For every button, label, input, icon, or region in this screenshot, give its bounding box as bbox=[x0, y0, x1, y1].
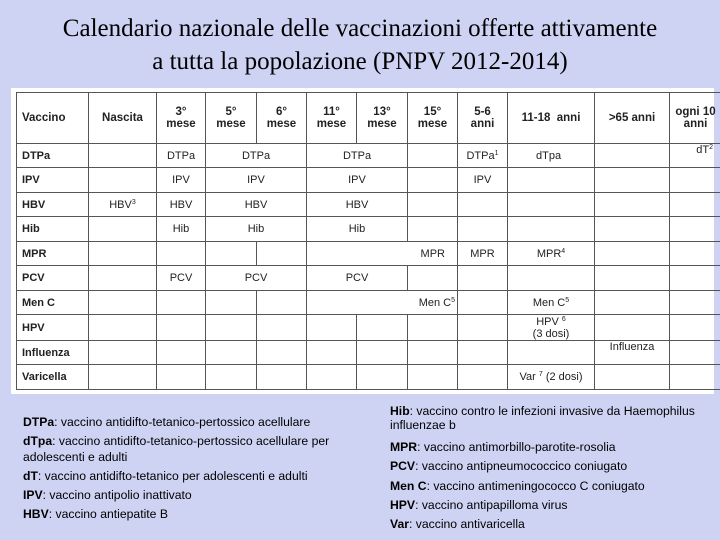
table-row-varicella bbox=[17, 365, 720, 390]
cell-empty bbox=[89, 144, 157, 168]
legend-item-mpr bbox=[390, 438, 715, 457]
header-5-mese bbox=[206, 93, 257, 144]
header-11-mese bbox=[307, 93, 357, 144]
cell-empty bbox=[89, 365, 157, 390]
cell-hib-5-6-mese: Hib bbox=[206, 217, 307, 241]
cell-empty bbox=[206, 241, 257, 265]
legend-abbr: Hib bbox=[390, 404, 410, 418]
legend-abbr: DTPa bbox=[23, 415, 55, 429]
cell-hib-3-mese: Hib bbox=[157, 217, 206, 241]
legend-item-dtpa bbox=[23, 414, 368, 430]
header-5-mese-unit: mese bbox=[216, 118, 246, 130]
cell-empty bbox=[89, 168, 157, 192]
table-row-hbv bbox=[17, 192, 720, 216]
cell-empty bbox=[458, 217, 508, 241]
cell-empty bbox=[508, 266, 595, 290]
header-6-mese bbox=[257, 93, 307, 144]
header-13-mese-unit: mese bbox=[367, 118, 397, 130]
cell-pcv-5-6-mese: PCV bbox=[206, 266, 307, 290]
legend-abbr: Var bbox=[390, 517, 409, 532]
header-ogni-10-anni-num: ogni 10 bbox=[675, 106, 716, 118]
row-label-ipv: IPV bbox=[17, 168, 89, 192]
legend-abbr: Men C bbox=[390, 478, 427, 493]
cell-menc-11-15-mese bbox=[307, 290, 458, 314]
page-title bbox=[0, 12, 720, 78]
cell-empty bbox=[670, 315, 720, 341]
header-nascita bbox=[89, 93, 157, 144]
footnote-5: 5 bbox=[565, 296, 570, 304]
cell-empty bbox=[257, 241, 307, 265]
cell-empty bbox=[206, 365, 257, 390]
row-label-pcv: PCV bbox=[17, 266, 89, 290]
cell-empty bbox=[595, 192, 670, 216]
table-header-row bbox=[17, 93, 720, 144]
legend-item-ipv bbox=[23, 487, 368, 503]
legend-desc: : vaccino contro le infezioni invasive da Haemophilus influenzae b bbox=[390, 404, 695, 432]
header-ogni-10-anni bbox=[670, 93, 720, 144]
cell-var-doses: (2 dosi) bbox=[542, 371, 583, 384]
cell-empty bbox=[157, 315, 206, 341]
cell-empty bbox=[458, 192, 508, 216]
header-over-65-anni bbox=[595, 93, 670, 144]
legend-item-dtpa-adolescenti bbox=[23, 433, 368, 465]
cell-empty bbox=[458, 340, 508, 364]
cell-empty bbox=[357, 365, 408, 390]
footnote-5: 5 bbox=[451, 296, 455, 304]
cell-empty bbox=[508, 168, 595, 192]
cell-mpr-5-6-anni: MPR bbox=[458, 241, 508, 265]
cell-empty bbox=[257, 290, 307, 314]
cell-ipv-5-6-anni: IPV bbox=[458, 168, 508, 192]
cell-empty bbox=[595, 241, 670, 265]
header-15-mese bbox=[408, 93, 458, 144]
row-label-hbv: HBV bbox=[17, 192, 89, 216]
footnote-1: 1 bbox=[494, 149, 499, 157]
cell-hbv-nascita-text: HBV bbox=[109, 198, 132, 211]
legend-abbr: HPV bbox=[390, 497, 416, 512]
footnote-6: 6 bbox=[561, 315, 566, 323]
cell-influenza-over-65: Influenza bbox=[595, 340, 670, 364]
cell-empty bbox=[595, 144, 670, 168]
title-line-2: a tutta la popolazione (PNPV 2012-2014) bbox=[152, 48, 568, 75]
cell-hbv-11-13-mese: HBV bbox=[307, 192, 408, 216]
table-row-pcv bbox=[17, 266, 720, 290]
row-label-hpv: HPV bbox=[17, 315, 89, 341]
legend-desc: : vaccino antipneumococcico coniugato bbox=[415, 459, 628, 474]
cell-hpv-doses: (3 dosi) bbox=[532, 327, 570, 340]
cell-empty bbox=[257, 365, 307, 390]
table-row-dtpa bbox=[17, 144, 720, 168]
cell-empty bbox=[257, 315, 307, 341]
cell-mpr-11-15-mese: MPR bbox=[307, 241, 458, 265]
cell-hpv-11-18-anni bbox=[508, 315, 595, 341]
header-11-mese-unit: mese bbox=[316, 118, 347, 130]
legend-desc: : vaccino antimeningococco C coniugato bbox=[426, 478, 645, 493]
header-11-18-anni bbox=[508, 93, 595, 144]
table-row-ipv bbox=[17, 168, 720, 192]
cell-empty bbox=[157, 340, 206, 364]
cell-empty bbox=[595, 365, 670, 390]
cell-empty bbox=[670, 290, 720, 314]
cell-empty bbox=[595, 217, 670, 241]
row-label-hib: Hib bbox=[17, 217, 89, 241]
cell-empty bbox=[595, 290, 670, 314]
cell-hib-11-13-mese: Hib bbox=[307, 217, 408, 241]
cell-empty bbox=[89, 217, 157, 241]
cell-dtpa-11-13-mese: DTPa bbox=[307, 144, 408, 168]
cell-empty bbox=[670, 365, 720, 390]
header-13-mese-num: 13° bbox=[373, 106, 391, 118]
cell-empty bbox=[595, 315, 670, 341]
header-over-65-anni-label: >65 anni bbox=[608, 111, 656, 124]
cell-empty bbox=[157, 290, 206, 314]
cell-dtpa-ogni-10-anni bbox=[670, 144, 720, 168]
row-label-varicella: Varicella bbox=[17, 365, 89, 390]
cell-mpr-11-18-anni bbox=[508, 241, 595, 265]
row-label-mpr: MPR bbox=[17, 241, 89, 265]
header-11-mese-num: 11° bbox=[323, 106, 340, 118]
cell-empty bbox=[206, 340, 257, 364]
cell-empty bbox=[458, 290, 508, 314]
header-5-6-anni-unit: anni bbox=[470, 118, 495, 130]
legend-item-pcv bbox=[390, 457, 715, 476]
cell-empty bbox=[508, 192, 595, 216]
cell-empty bbox=[670, 192, 720, 216]
legend-desc: : vaccino antipolio inattivato bbox=[42, 488, 192, 502]
table-row-hib bbox=[17, 217, 720, 241]
cell-mpr-11-18-anni-text: MPR bbox=[536, 247, 562, 260]
cell-empty bbox=[408, 340, 458, 364]
cell-empty bbox=[670, 217, 720, 241]
legend-item-dt bbox=[23, 468, 368, 484]
cell-empty bbox=[357, 340, 408, 364]
legend-item-hib bbox=[390, 404, 715, 432]
legend-desc: : vaccino antidifto-tetanico-pertossico acellulare bbox=[54, 415, 311, 429]
header-13-mese bbox=[357, 93, 408, 144]
cell-empty bbox=[89, 266, 157, 290]
cell-hbv-nascita bbox=[89, 192, 157, 216]
table-row-mpr bbox=[17, 241, 720, 265]
cell-empty bbox=[408, 315, 458, 341]
cell-empty bbox=[458, 365, 508, 390]
cell-empty bbox=[307, 340, 357, 364]
header-5-mese-num: 5° bbox=[225, 106, 237, 118]
cell-empty bbox=[408, 168, 458, 192]
cell-dtpa-3-mese: DTPa bbox=[157, 144, 206, 168]
cell-empty bbox=[357, 315, 408, 341]
cell-dtpa-5-6-anni bbox=[458, 144, 508, 168]
cell-empty bbox=[89, 241, 157, 265]
footnote-2: 2 bbox=[709, 144, 713, 151]
legend-left bbox=[23, 414, 368, 525]
cell-ipv-11-13-mese: IPV bbox=[307, 168, 408, 192]
legend-right bbox=[390, 404, 715, 534]
legend-abbr: HBV bbox=[23, 507, 49, 521]
legend-item-hpv bbox=[390, 496, 715, 515]
cell-empty bbox=[458, 315, 508, 341]
header-6-mese-unit: mese bbox=[266, 118, 297, 130]
cell-hpv-line-1 bbox=[509, 316, 593, 328]
cell-empty bbox=[408, 365, 458, 390]
cell-menc-11-15-mese-text: Men C bbox=[418, 296, 452, 309]
cell-empty bbox=[408, 192, 458, 216]
cell-varicella-11-18-anni bbox=[508, 365, 595, 390]
cell-dtpa-11-18-anni: dTpa bbox=[508, 144, 595, 168]
cell-empty bbox=[670, 266, 720, 290]
legend-item-men-c bbox=[390, 477, 715, 496]
header-vaccino: Vaccino bbox=[17, 93, 89, 144]
legend-desc: : vaccino antidifto-tetanico per adolescenti e adulti bbox=[37, 469, 308, 483]
legend-abbr: MPR bbox=[390, 440, 418, 454]
cell-empty bbox=[89, 315, 157, 341]
table-row-men-c bbox=[17, 290, 720, 314]
header-15-mese-num: 15° bbox=[423, 106, 442, 118]
vaccination-schedule-table bbox=[16, 92, 720, 390]
header-15-mese-unit: mese bbox=[417, 118, 448, 130]
cell-empty bbox=[508, 217, 595, 241]
title-line-1: Calendario nazionale delle vaccinazioni offerte attivamente bbox=[62, 15, 658, 42]
legend-item-hbv bbox=[23, 506, 368, 522]
legend-abbr: PCV bbox=[390, 459, 416, 474]
cell-empty bbox=[458, 266, 508, 290]
cell-dtpa-5-6-anni-text: DTPa bbox=[466, 149, 495, 162]
footnote-3: 3 bbox=[131, 198, 136, 206]
cell-empty bbox=[670, 241, 720, 265]
legend-abbr: IPV bbox=[23, 488, 43, 502]
cell-empty bbox=[206, 290, 257, 314]
cell-empty bbox=[157, 365, 206, 390]
cell-empty bbox=[670, 340, 720, 364]
row-label-men-c: Men C bbox=[17, 290, 89, 314]
vaccination-table-panel bbox=[11, 88, 714, 394]
header-6-mese-num: 6° bbox=[276, 106, 287, 118]
cell-hbv-3-mese: HBV bbox=[157, 192, 206, 216]
legend-desc: : vaccino antimorbillo-parotite-rosolia bbox=[417, 440, 616, 454]
header-5-6-anni bbox=[458, 93, 508, 144]
footnote-7: 7 bbox=[538, 371, 543, 379]
legend-abbr: dTpa bbox=[23, 434, 53, 448]
cell-empty bbox=[257, 340, 307, 364]
legend-desc: : vaccino antidifto-tetanico-pertossico acellulare per adolescenti e adulti bbox=[23, 434, 330, 464]
footnote-4: 4 bbox=[561, 247, 566, 255]
cell-menc-11-18-anni-text: Men C bbox=[532, 296, 566, 309]
cell-pcv-11-13-mese: PCV bbox=[307, 266, 408, 290]
cell-empty bbox=[670, 168, 720, 192]
header-ogni-10-anni-unit: anni bbox=[683, 118, 708, 130]
legend-desc: : vaccino antiepatite B bbox=[48, 507, 168, 521]
cell-var-text: Var bbox=[519, 371, 536, 384]
legend-desc: : vaccino antivaricella bbox=[408, 517, 525, 532]
header-3-mese-unit: mese bbox=[166, 118, 196, 130]
legend-desc: : vaccino antipapilloma virus bbox=[415, 497, 568, 512]
cell-pcv-3-mese: PCV bbox=[157, 266, 206, 290]
header-3-mese-num: 3° bbox=[175, 106, 187, 118]
cell-empty bbox=[595, 168, 670, 192]
cell-empty bbox=[307, 365, 357, 390]
cell-ipv-3-mese: IPV bbox=[157, 168, 206, 192]
cell-empty bbox=[508, 340, 595, 364]
cell-dtpa-5-6-mese: DTPa bbox=[206, 144, 307, 168]
header-3-mese bbox=[157, 93, 206, 144]
header-11-18-anni-label: 11-18 anni bbox=[521, 111, 581, 124]
table-row-hpv bbox=[17, 315, 720, 341]
row-label-influenza: Influenza bbox=[17, 340, 89, 364]
cell-empty bbox=[595, 266, 670, 290]
cell-empty bbox=[206, 315, 257, 341]
row-label-dtpa: DTPa bbox=[17, 144, 89, 168]
header-5-6-anni-num: 5-6 bbox=[474, 106, 491, 118]
cell-hpv-text: HPV bbox=[536, 315, 559, 328]
table-row-influenza bbox=[17, 340, 720, 364]
cell-empty bbox=[408, 217, 458, 241]
cell-empty bbox=[307, 315, 357, 341]
cell-empty bbox=[408, 266, 458, 290]
cell-ipv-5-6-mese: IPV bbox=[206, 168, 307, 192]
cell-dt-text: dT bbox=[696, 144, 710, 156]
cell-empty bbox=[89, 290, 157, 314]
cell-hbv-5-6-mese: HBV bbox=[206, 192, 307, 216]
cell-empty bbox=[157, 241, 206, 265]
cell-menc-11-18-anni bbox=[508, 290, 595, 314]
header-nascita-label: Nascita bbox=[102, 111, 143, 124]
cell-empty bbox=[89, 340, 157, 364]
legend-abbr: dT bbox=[23, 469, 38, 483]
legend-item-var bbox=[390, 515, 715, 534]
cell-empty bbox=[408, 144, 458, 168]
